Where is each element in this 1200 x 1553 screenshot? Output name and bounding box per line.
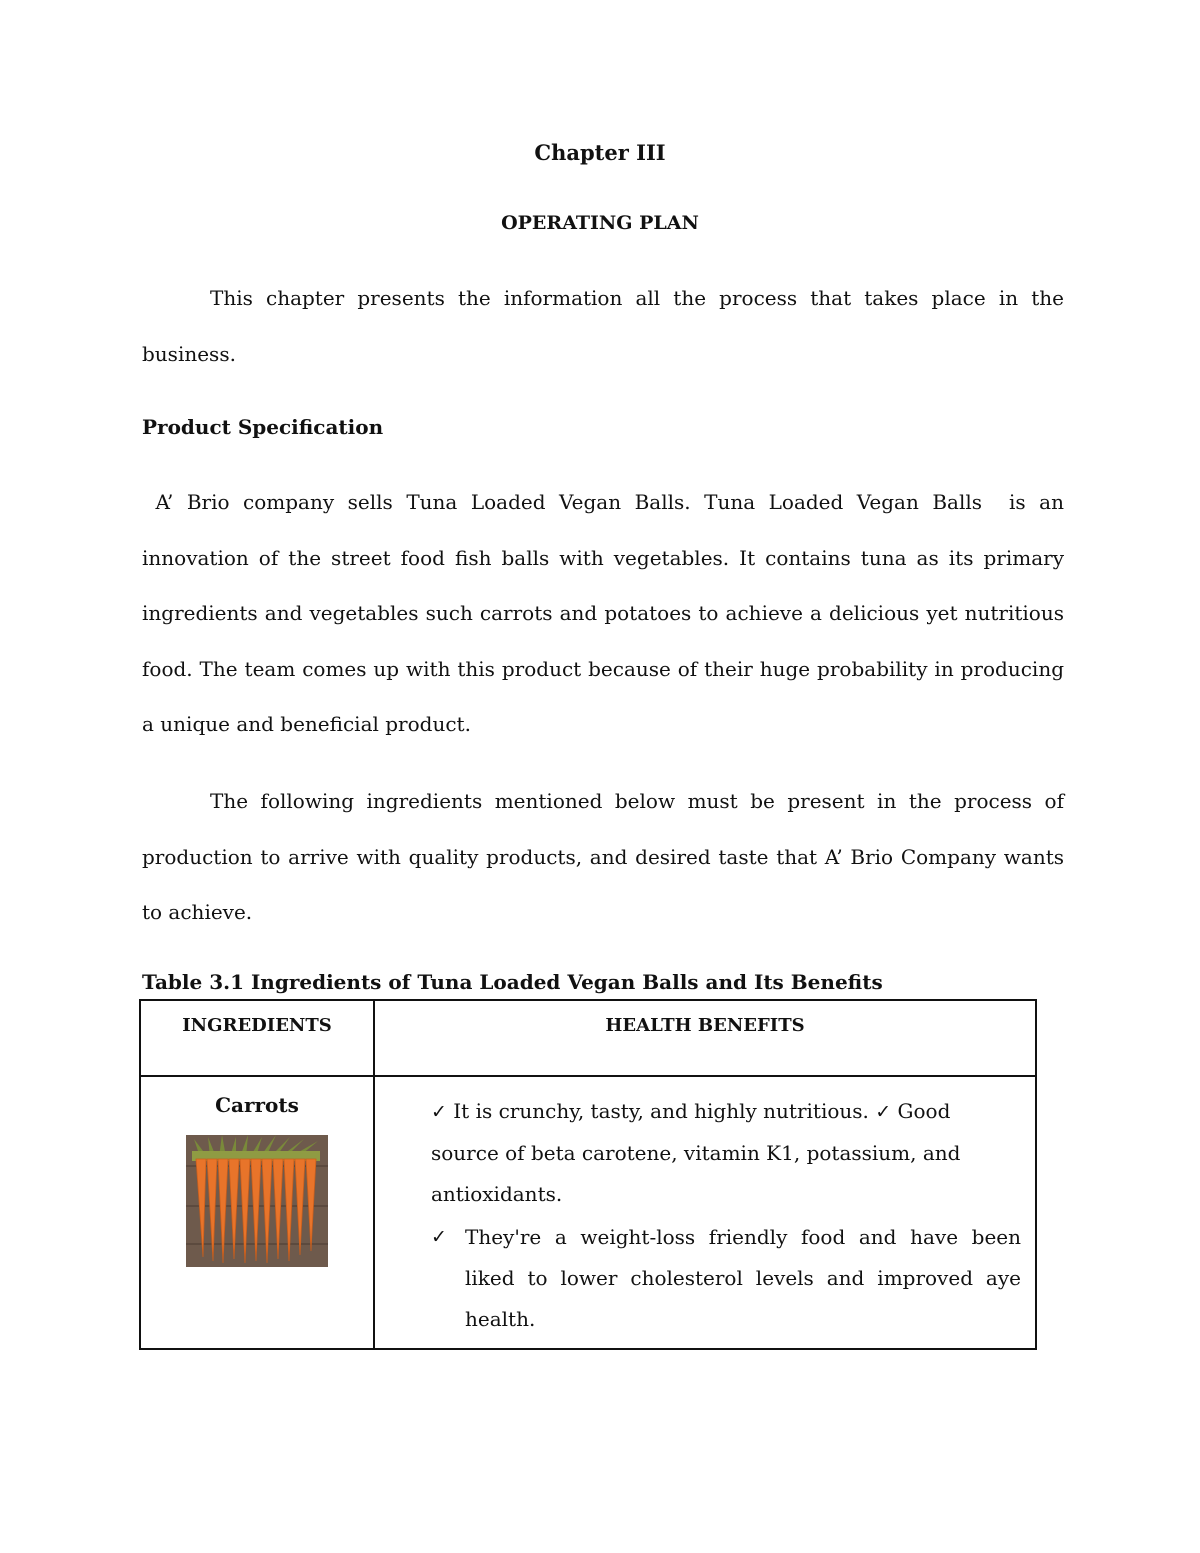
- ingredients-intro-paragraph: The following ingredients mentioned below must be present in the process of production to arrive with quality products, and desired taste that A’ Brio Company wants to achieve.: [142, 789, 1064, 924]
- check-mark-icon: ✓: [431, 1101, 447, 1123]
- chapter-number-title: Chapter III: [534, 140, 666, 165]
- header-ingredients: INGREDIENTS: [140, 1000, 374, 1076]
- product-paragraph: A’ Brio company sells Tuna Loaded Vegan Balls. Tuna Loaded Vegan Balls is an innovation of the street food fish balls with vegetables. It contains tuna as its primary ingredients and vegetables such carrots and potatoes to achieve a delicious yet nutritious food. The team comes up with this product because of their huge probability in producing a unique and beneficial product.: [142, 490, 1071, 736]
- benefit-list: [431, 1217, 1034, 1340]
- table-row: [140, 1076, 1036, 1349]
- check-mark-icon: ✓: [431, 1226, 447, 1248]
- table-caption: Table 3.1 Ingredients of Tuna Loaded Vegan Balls and Its Benefits: [142, 970, 883, 994]
- ingredients-table: [139, 999, 1037, 1350]
- ingredient-name: Carrots: [215, 1093, 299, 1117]
- ingredient-cell: [140, 1076, 374, 1349]
- benefit-1: It is crunchy, tasty, and highly nutritious.: [453, 1099, 869, 1123]
- header-health-benefits: HEALTH BENEFITS: [374, 1000, 1036, 1076]
- carrots-photo: [186, 1135, 328, 1267]
- intro-paragraph: This chapter presents the information all the process that takes place in the business.: [142, 286, 1064, 366]
- table-header-row: [140, 1000, 1036, 1076]
- list-item: [431, 1217, 1034, 1340]
- benefit-block: [431, 1091, 971, 1215]
- benefit-2: Good source of beta carotene, vitamin K1, potassium, and antioxidants.: [431, 1099, 961, 1206]
- benefit-3: They're a weight-loss friendly food and have been liked to lower cholesterol levels and improved aye health.: [465, 1225, 1034, 1331]
- chapter-title: OPERATING PLAN: [501, 212, 699, 234]
- check-mark-icon: ✓: [875, 1101, 892, 1123]
- section-heading-product-specification: Product Specification: [142, 415, 384, 439]
- benefits-cell: [374, 1076, 1036, 1349]
